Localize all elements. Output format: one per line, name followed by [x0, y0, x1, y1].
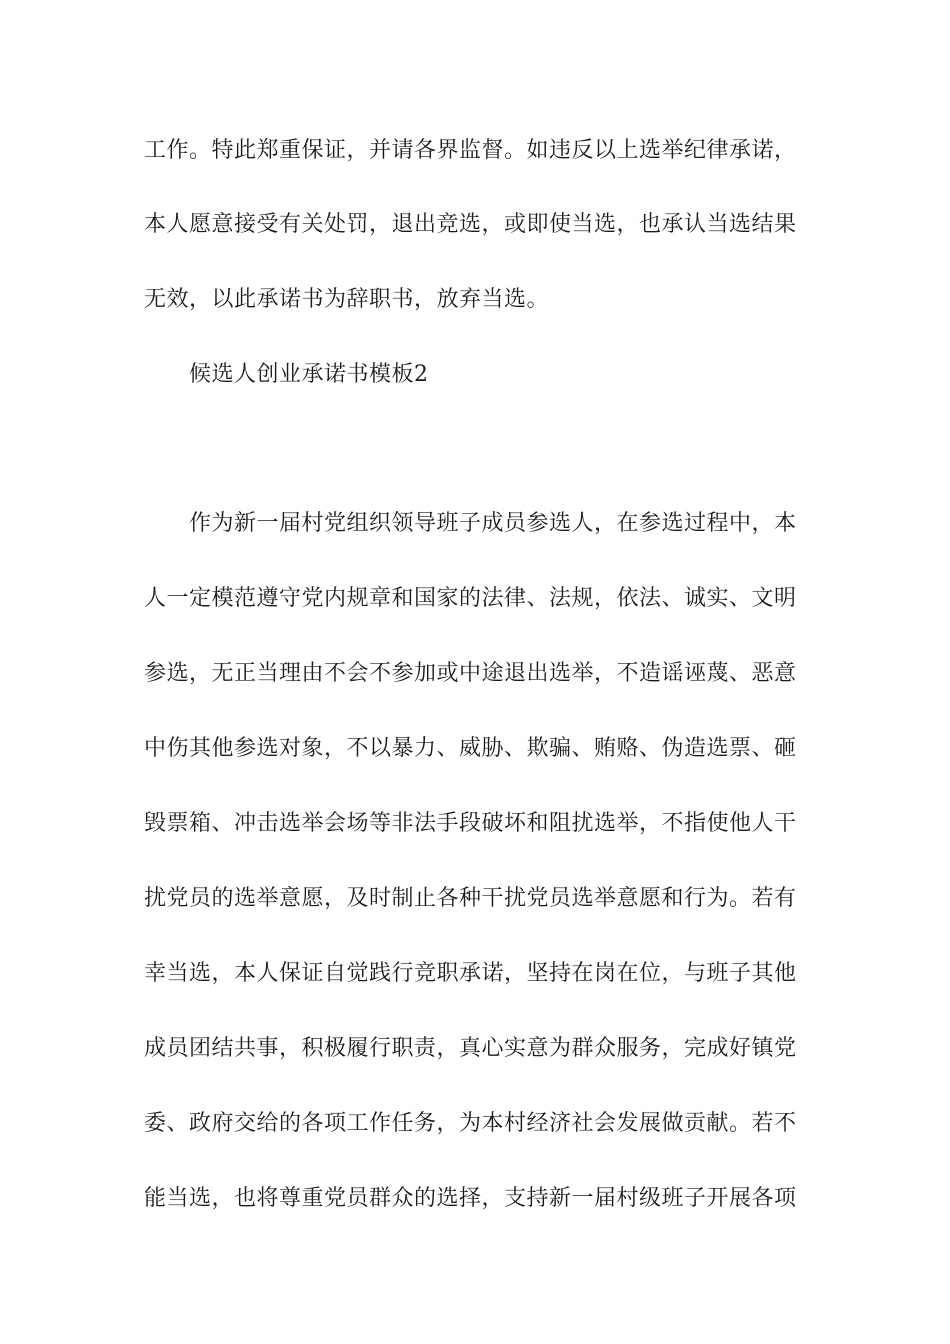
- paragraph-2-line-3: 参选，无正当理由不会不参加或中途退出选举，不造谣诬蔑、恶意: [144, 661, 797, 686]
- paragraph-2-line-1: 作为新一届村党组织领导班子成员参选人，在参选过程中，本: [189, 511, 797, 536]
- paragraph-2-line-5: 毁票箱、冲击选举会场等非法手段破坏和阻扰选举，不指使他人干: [144, 811, 797, 836]
- paragraph-1-line-3: 无效，以此承诺书为辞职书，放弃当选。: [144, 287, 550, 312]
- paragraph-2-line-6: 扰党员的选举意愿，及时制止各种干扰党员选举意愿和行为。若有: [144, 886, 797, 911]
- paragraph-2-line-7: 幸当选，本人保证自觉践行竞职承诺，坚持在岗在位，与班子其他: [144, 961, 797, 986]
- paragraph-2-line-4: 中伤其他参选对象，不以暴力、威胁、欺骗、贿赂、伪造选票、砸: [144, 736, 797, 761]
- paragraph-1-line-1: 工作。特此郑重保证，并请各界监督。如违反以上选举纪律承诺，: [144, 138, 797, 163]
- paragraph-1-line-2: 本人愿意接受有关处罚，退出竞选，或即使当选，也承认当选结果: [144, 212, 797, 237]
- section-heading: 候选人创业承诺书模板2: [189, 362, 429, 387]
- paragraph-2-line-9: 委、政府交给的各项工作任务，为本村经济社会发展做贡献。若不: [144, 1111, 797, 1136]
- paragraph-2-line-2: 人一定模范遵守党内规章和国家的法律、法规，依法、诚实、文明: [144, 586, 797, 611]
- paragraph-2-line-10: 能当选，也将尊重党员群众的选择，支持新一届村级班子开展各项: [144, 1186, 797, 1211]
- paragraph-2-line-8: 成员团结共事，积极履行职责，真心实意为群众服务，完成好镇党: [144, 1036, 797, 1061]
